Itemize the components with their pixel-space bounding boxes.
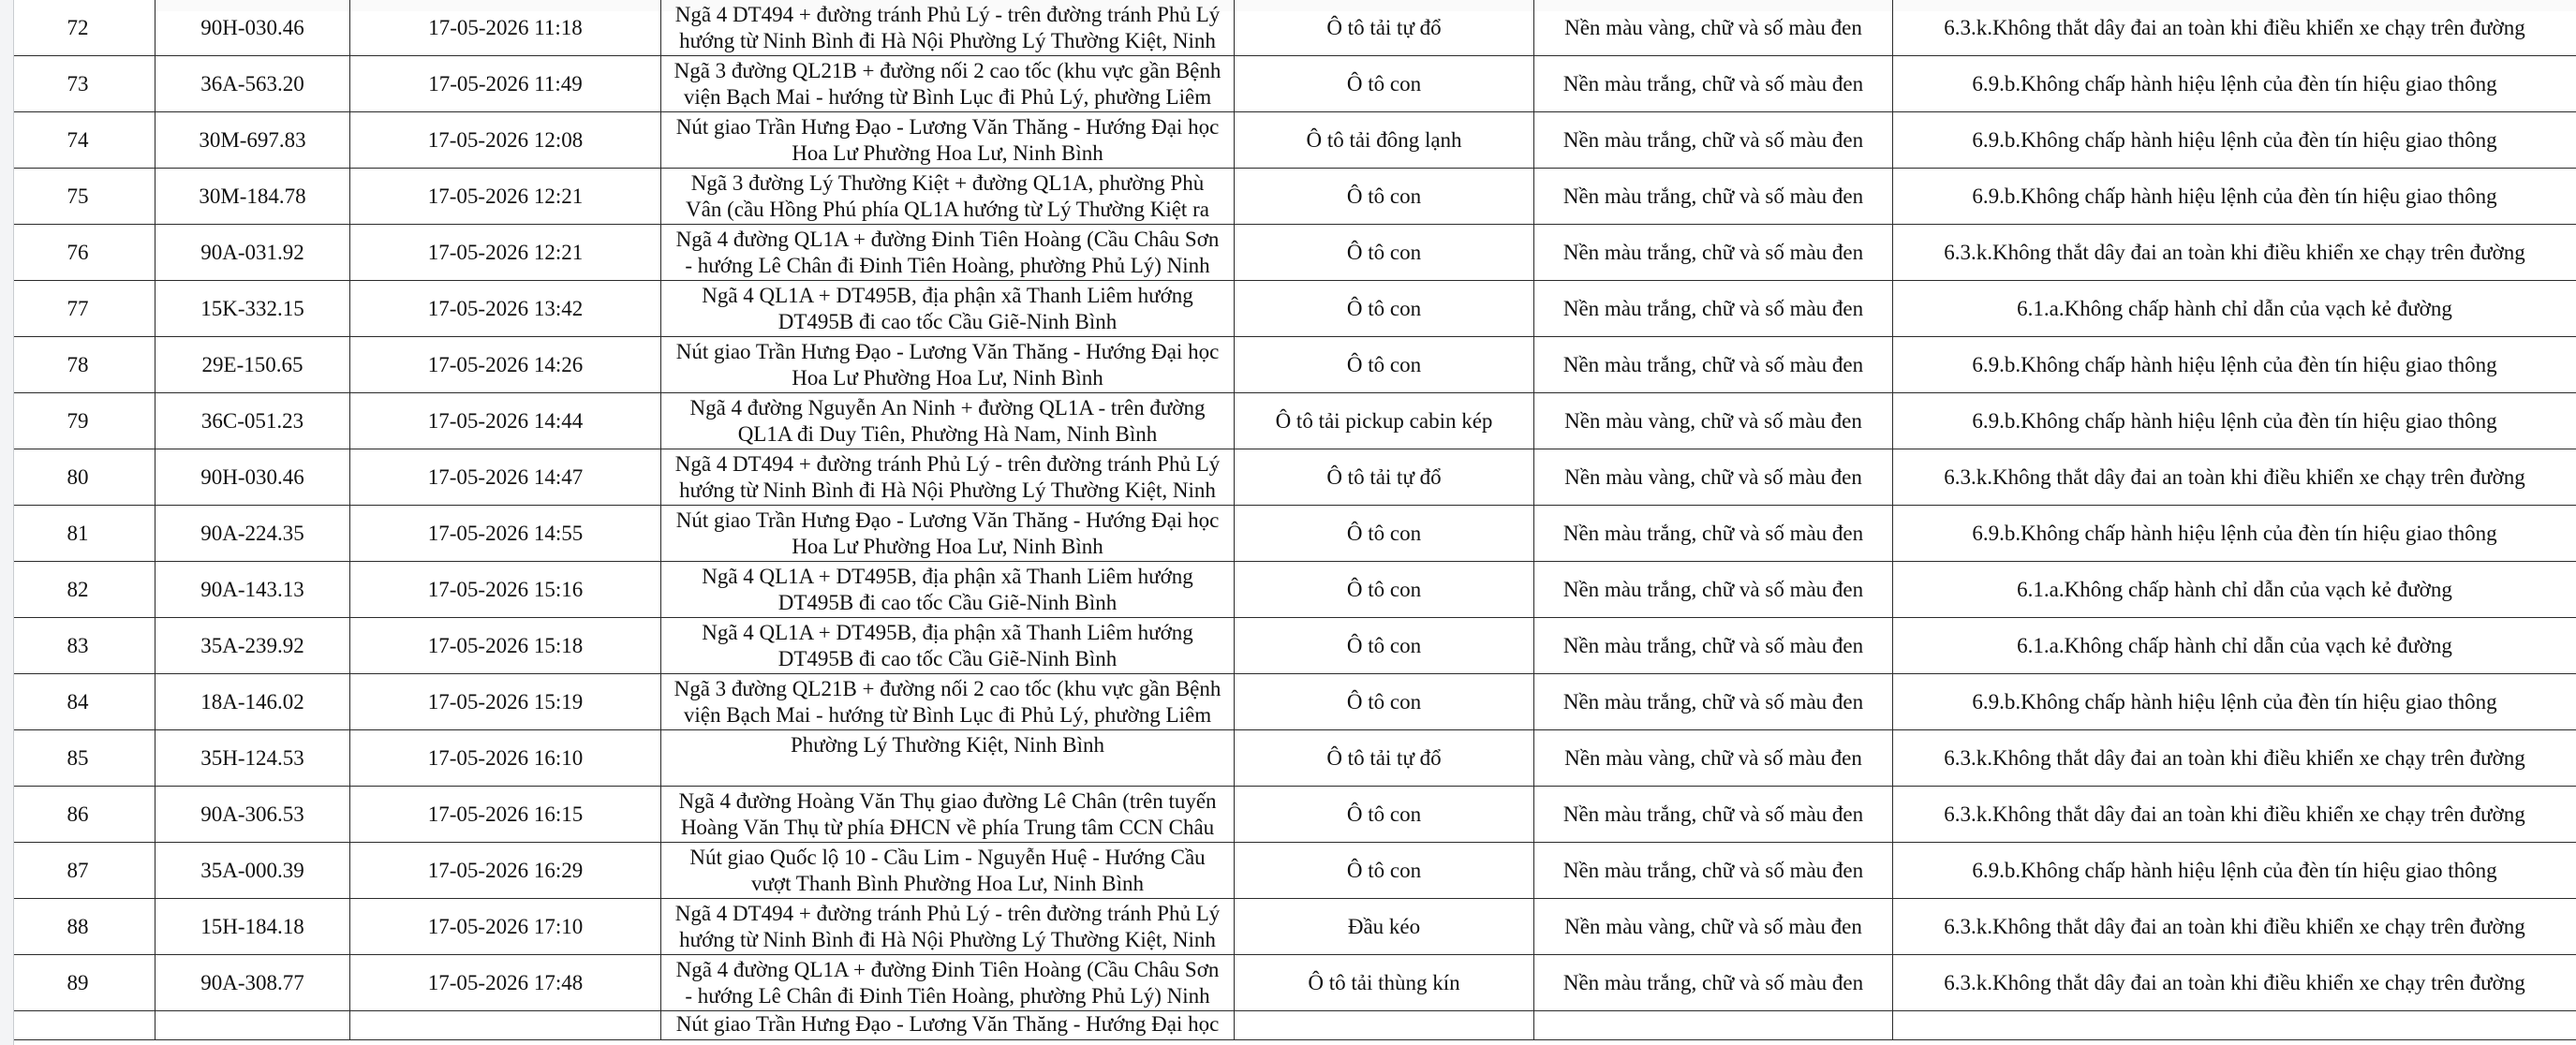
table-row <box>1 337 2576 393</box>
cell-location[interactable] <box>661 337 1235 393</box>
cell-location-text: Ngã 3 đường QL21B + đường nối 2 cao tốc (khu vực gần Bệnh viện Bạch Mai - hướng từ Bình Lục đi Phủ Lý, phường Liêm <box>674 58 1221 109</box>
cell-location[interactable] <box>661 0 1235 56</box>
cell-violation[interactable]: 6.3.k.Không thắt dây đai an toàn khi điều khiển xe chạy trên đường <box>1893 730 2576 787</box>
cell-time[interactable]: 17-05-2026 11:18 <box>350 0 661 56</box>
cell-location[interactable] <box>661 674 1235 730</box>
cell-plate[interactable]: 35A-239.92 <box>155 618 350 674</box>
cell-stt[interactable]: 82 <box>1 562 155 618</box>
cell-plate[interactable]: 15K-332.15 <box>155 281 350 337</box>
cell-plate[interactable]: 15H-184.18 <box>155 899 350 955</box>
table-row <box>1 730 2576 787</box>
cell-vehicle[interactable]: Ô tô con <box>1235 225 1534 281</box>
cell-location-text: Ngã 4 đường QL1A + đường Đinh Tiên Hoàng (Cầu Châu Sơn - hướng Lê Chân đi Đinh Tiên Hoàng, phường Phủ Lý) Ninh <box>675 957 1220 1008</box>
table-row <box>1 225 2576 281</box>
cell-location[interactable] <box>661 730 1235 787</box>
cell-violation[interactable]: 6.9.b.Không chấp hành hiệu lệnh của đèn tín hiệu giao thông <box>1893 393 2576 449</box>
cell-violation[interactable]: 6.3.k.Không thắt dây đai an toàn khi điều khiển xe chạy trên đường <box>1893 225 2576 281</box>
cell-location[interactable] <box>661 449 1235 506</box>
cell-vehicle[interactable]: Ô tô con <box>1235 337 1534 393</box>
cell-location[interactable] <box>661 112 1235 169</box>
cell-plate[interactable]: 90A-306.53 <box>155 787 350 843</box>
cell-time[interactable] <box>350 1011 661 1040</box>
cell-plate[interactable]: 30M-697.83 <box>155 112 350 169</box>
cell-time[interactable]: 17-05-2026 14:55 <box>350 506 661 562</box>
cell-plate[interactable]: 35A-000.39 <box>155 843 350 899</box>
cell-violation[interactable]: 6.9.b.Không chấp hành hiệu lệnh của đèn tín hiệu giao thông <box>1893 506 2576 562</box>
table-row <box>1 281 2576 337</box>
cell-vehicle[interactable]: Ô tô con <box>1235 56 1534 112</box>
cell-location-text: Ngã 4 QL1A + DT495B, địa phận xã Thanh Liêm hướng DT495B đi cao tốc Cầu Giẽ-Ninh Bình <box>702 564 1193 614</box>
cell-stt[interactable] <box>1 1011 155 1040</box>
cell-location[interactable] <box>661 169 1235 225</box>
table-row <box>1 0 2576 56</box>
cell-plate[interactable]: 90A-224.35 <box>155 506 350 562</box>
cell-time[interactable]: 17-05-2026 16:10 <box>350 730 661 787</box>
cell-stt[interactable]: 84 <box>1 674 155 730</box>
cell-plate-color[interactable]: Nền màu trắng, chữ và số màu đen <box>1534 787 1893 843</box>
cell-violation[interactable]: 6.1.a.Không chấp hành chỉ dẫn của vạch kẻ đường <box>1893 281 2576 337</box>
table-row <box>1 899 2576 955</box>
cell-plate[interactable]: 35H-124.53 <box>155 730 350 787</box>
table-row <box>1 169 2576 225</box>
cell-violation[interactable]: 6.3.k.Không thắt dây đai an toàn khi điều khiển xe chạy trên đường <box>1893 955 2576 1011</box>
cell-plate[interactable]: 18A-146.02 <box>155 674 350 730</box>
cell-plate-color[interactable]: Nền màu trắng, chữ và số màu đen <box>1534 562 1893 618</box>
table-row <box>1 955 2576 1011</box>
cell-violation[interactable]: 6.9.b.Không chấp hành hiệu lệnh của đèn tín hiệu giao thông <box>1893 56 2576 112</box>
cell-stt[interactable]: 75 <box>1 169 155 225</box>
cell-location[interactable] <box>661 955 1235 1011</box>
cell-plate-color[interactable] <box>1534 1011 1893 1040</box>
cell-plate-color[interactable]: Nền màu vàng, chữ và số màu đen <box>1534 730 1893 787</box>
cell-plate-color[interactable]: Nền màu trắng, chữ và số màu đen <box>1534 169 1893 225</box>
cell-time[interactable]: 17-05-2026 17:10 <box>350 899 661 955</box>
cell-plate[interactable]: 36A-563.20 <box>155 56 350 112</box>
cell-location[interactable] <box>661 787 1235 843</box>
cell-vehicle[interactable]: Ô tô tải thùng kín <box>1235 955 1534 1011</box>
cell-time[interactable]: 17-05-2026 12:08 <box>350 112 661 169</box>
cell-plate[interactable]: 90A-308.77 <box>155 955 350 1011</box>
cell-stt[interactable]: 85 <box>1 730 155 787</box>
cell-plate-color[interactable]: Nền màu trắng, chữ và số màu đen <box>1534 955 1893 1011</box>
table-row-partial <box>1 1011 2576 1040</box>
cell-time[interactable]: 17-05-2026 11:49 <box>350 56 661 112</box>
cell-violation[interactable]: 6.1.a.Không chấp hành chỉ dẫn của vạch kẻ đường <box>1893 618 2576 674</box>
cell-location-text: Ngã 3 đường Lý Thường Kiệt + đường QL1A, phường Phù Vân (cầu Hồng Phú phía QL1A hướng từ Lý Thường Kiệt ra <box>686 170 1209 221</box>
cell-stt[interactable]: 73 <box>1 56 155 112</box>
cell-location[interactable] <box>661 843 1235 899</box>
cell-plate[interactable]: 90A-143.13 <box>155 562 350 618</box>
cell-vehicle[interactable]: Ô tô con <box>1235 506 1534 562</box>
cell-stt[interactable]: 74 <box>1 112 155 169</box>
cell-plate[interactable]: 90H-030.46 <box>155 449 350 506</box>
table-row <box>1 787 2576 843</box>
cell-violation[interactable]: 6.9.b.Không chấp hành hiệu lệnh của đèn tín hiệu giao thông <box>1893 843 2576 899</box>
cell-time[interactable]: 17-05-2026 15:18 <box>350 618 661 674</box>
cell-stt[interactable]: 78 <box>1 337 155 393</box>
cell-plate-color[interactable]: Nền màu trắng, chữ và số màu đen <box>1534 337 1893 393</box>
cell-stt[interactable]: 81 <box>1 506 155 562</box>
cell-time[interactable]: 17-05-2026 13:42 <box>350 281 661 337</box>
cell-location-text: Nút giao Trần Hưng Đạo - Lương Văn Thăng - Hướng Đại học Hoa Lư Phường Hoa Lư, Ninh Bình <box>675 339 1220 390</box>
cell-vehicle[interactable]: Ô tô tải pickup cabin kép <box>1235 393 1534 449</box>
cell-location-text: Ngã 3 đường QL21B + đường nối 2 cao tốc (khu vực gần Bệnh viện Bạch Mai - hướng từ Bình Lục đi Phủ Lý, phường Liêm <box>674 676 1221 727</box>
cell-vehicle[interactable]: Ô tô con <box>1235 787 1534 843</box>
cell-time[interactable]: 17-05-2026 17:48 <box>350 955 661 1011</box>
cell-plate[interactable]: 30M-184.78 <box>155 169 350 225</box>
cell-violation[interactable]: 6.3.k.Không thắt dây đai an toàn khi điều khiển xe chạy trên đường <box>1893 787 2576 843</box>
cell-time[interactable]: 17-05-2026 16:15 <box>350 787 661 843</box>
cell-violation[interactable]: 6.1.a.Không chấp hành chỉ dẫn của vạch kẻ đường <box>1893 562 2576 618</box>
cell-plate-color[interactable]: Nền màu trắng, chữ và số màu đen <box>1534 506 1893 562</box>
cell-vehicle[interactable]: Ô tô con <box>1235 562 1534 618</box>
cell-time[interactable]: 17-05-2026 15:16 <box>350 562 661 618</box>
cell-vehicle[interactable]: Ô tô tải đông lạnh <box>1235 112 1534 169</box>
cell-vehicle[interactable]: Ô tô con <box>1235 281 1534 337</box>
cell-stt[interactable]: 89 <box>1 955 155 1011</box>
table-row <box>1 449 2576 506</box>
cell-plate-color[interactable]: Nền màu vàng, chữ và số màu đen <box>1534 393 1893 449</box>
cell-plate[interactable] <box>155 1011 350 1040</box>
cell-location-text: Ngã 4 DT494 + đường tránh Phủ Lý - trên đường tránh Phủ Lý hướng từ Ninh Bình đi Hà Nội Phường Lý Thường Kiệt, Ninh <box>674 2 1221 52</box>
cell-stt[interactable]: 77 <box>1 281 155 337</box>
cell-plate-color[interactable]: Nền màu trắng, chữ và số màu đen <box>1534 674 1893 730</box>
cell-plate[interactable]: 36C-051.23 <box>155 393 350 449</box>
cell-location-text: Ngã 4 đường Nguyễn An Ninh + đường QL1A - trên đường QL1A đi Duy Tiên, Phường Hà Nam, Ninh Bình <box>689 395 1206 446</box>
cell-vehicle[interactable]: Ô tô con <box>1235 843 1534 899</box>
table-row <box>1 56 2576 112</box>
table-row <box>1 393 2576 449</box>
cell-plate[interactable]: 90A-031.92 <box>155 225 350 281</box>
cell-stt[interactable]: 88 <box>1 899 155 955</box>
cell-vehicle[interactable]: Ô tô con <box>1235 169 1534 225</box>
cell-stt[interactable]: 80 <box>1 449 155 506</box>
cell-location-text: Ngã 4 đường QL1A + đường Đinh Tiên Hoàng (Cầu Châu Sơn - hướng Lê Chân đi Đinh Tiên Hoàng, phường Phủ Lý) Ninh <box>675 227 1220 277</box>
cell-location[interactable] <box>661 1011 1235 1040</box>
cell-plate-color[interactable]: Nền màu vàng, chữ và số màu đen <box>1534 899 1893 955</box>
cell-stt[interactable]: 72 <box>1 0 155 56</box>
cell-violation[interactable]: 6.9.b.Không chấp hành hiệu lệnh của đèn tín hiệu giao thông <box>1893 112 2576 169</box>
cell-location-text: Nút giao Quốc lộ 10 - Cầu Lim - Nguyễn Huệ - Hướng Cầu vượt Thanh Bình Phường Hoa Lư, Ninh Bình <box>689 845 1206 895</box>
cell-location[interactable] <box>661 899 1235 955</box>
cell-location[interactable] <box>661 56 1235 112</box>
cell-location-text: Ngã 4 QL1A + DT495B, địa phận xã Thanh Liêm hướng DT495B đi cao tốc Cầu Giẽ-Ninh Bình <box>702 620 1193 670</box>
cell-vehicle[interactable]: Ô tô tải tự đổ <box>1235 730 1534 787</box>
cell-vehicle[interactable]: Đầu kéo <box>1235 899 1534 955</box>
cell-time[interactable]: 17-05-2026 14:44 <box>350 393 661 449</box>
cell-location[interactable] <box>661 393 1235 449</box>
cell-plate-color[interactable]: Nền màu vàng, chữ và số màu đen <box>1534 0 1893 56</box>
cell-plate[interactable]: 90H-030.46 <box>155 0 350 56</box>
cell-violation[interactable]: 6.3.k.Không thắt dây đai an toàn khi điều khiển xe chạy trên đường <box>1893 449 2576 506</box>
cell-violation[interactable]: 6.3.k.Không thắt dây đai an toàn khi điều khiển xe chạy trên đường <box>1893 899 2576 955</box>
cell-location[interactable] <box>661 562 1235 618</box>
cell-location-text: Phường Lý Thường Kiệt, Ninh Bình <box>790 732 1105 757</box>
cell-time[interactable]: 17-05-2026 15:19 <box>350 674 661 730</box>
table-row <box>1 843 2576 899</box>
cell-plate-color[interactable]: Nền màu trắng, chữ và số màu đen <box>1534 56 1893 112</box>
cell-plate-color[interactable]: Nền màu vàng, chữ và số màu đen <box>1534 449 1893 506</box>
cell-plate-color[interactable]: Nền màu trắng, chữ và số màu đen <box>1534 281 1893 337</box>
cell-violation[interactable]: 6.3.k.Không thắt dây đai an toàn khi điều khiển xe chạy trên đường <box>1893 0 2576 56</box>
table-row <box>1 562 2576 618</box>
cell-location[interactable] <box>661 281 1235 337</box>
cell-time[interactable]: 17-05-2026 14:26 <box>350 337 661 393</box>
table-row <box>1 112 2576 169</box>
cell-stt[interactable]: 86 <box>1 787 155 843</box>
cell-stt[interactable]: 76 <box>1 225 155 281</box>
cell-location-text: Ngã 4 QL1A + DT495B, địa phận xã Thanh Liêm hướng DT495B đi cao tốc Cầu Giẽ-Ninh Bình <box>702 283 1193 333</box>
table-row <box>1 506 2576 562</box>
cell-plate[interactable]: 29E-150.65 <box>155 337 350 393</box>
cell-vehicle[interactable]: Ô tô tải tự đổ <box>1235 449 1534 506</box>
cell-plate-color[interactable]: Nền màu trắng, chữ và số màu đen <box>1534 225 1893 281</box>
cell-plate-color[interactable]: Nền màu trắng, chữ và số màu đen <box>1534 843 1893 899</box>
cell-location[interactable] <box>661 618 1235 674</box>
cell-violation[interactable]: 6.9.b.Không chấp hành hiệu lệnh của đèn tín hiệu giao thông <box>1893 674 2576 730</box>
cell-location-text: Nút giao Trần Hưng Đạo - Lương Văn Thăng - Hướng Đại học Hoa Lư Phường Hoa Lư, Ninh Bình <box>675 114 1220 165</box>
cell-time[interactable]: 17-05-2026 16:29 <box>350 843 661 899</box>
cell-location[interactable] <box>661 225 1235 281</box>
cell-location-text: Ngã 4 DT494 + đường tránh Phủ Lý - trên đường tránh Phủ Lý hướng từ Ninh Bình đi Hà Nội Phường Lý Thường Kiệt, Ninh <box>674 451 1221 502</box>
cell-vehicle[interactable] <box>1235 1011 1534 1040</box>
row-header-strip <box>0 0 14 1045</box>
cell-plate-color[interactable]: Nền màu trắng, chữ và số màu đen <box>1534 618 1893 674</box>
table-row <box>1 674 2576 730</box>
cell-vehicle[interactable]: Ô tô tải tự đổ <box>1235 0 1534 56</box>
cell-vehicle[interactable]: Ô tô con <box>1235 674 1534 730</box>
cell-stt[interactable]: 79 <box>1 393 155 449</box>
cell-violation[interactable]: 6.9.b.Không chấp hành hiệu lệnh của đèn tín hiệu giao thông <box>1893 337 2576 393</box>
cell-location-text: Nút giao Trần Hưng Đạo - Lương Văn Thăng - Hướng Đại học <box>675 1012 1220 1036</box>
cell-location-text: Nút giao Trần Hưng Đạo - Lương Văn Thăng - Hướng Đại học Hoa Lư Phường Hoa Lư, Ninh Bình <box>675 508 1220 558</box>
table-row <box>1 618 2576 674</box>
cell-stt[interactable]: 83 <box>1 618 155 674</box>
cell-time[interactable]: 17-05-2026 12:21 <box>350 169 661 225</box>
table-body <box>1 0 2576 1040</box>
cell-stt[interactable]: 87 <box>1 843 155 899</box>
cell-location-text: Ngã 4 đường Hoàng Văn Thụ giao đường Lê Chân (trên tuyến Hoàng Văn Thụ từ phía ĐHCN về phía Trung tâm CCN Châu <box>678 788 1217 839</box>
cell-violation[interactable] <box>1893 1011 2576 1040</box>
cell-location[interactable] <box>661 506 1235 562</box>
cell-plate-color[interactable]: Nền màu trắng, chữ và số màu đen <box>1534 112 1893 169</box>
cell-time[interactable]: 17-05-2026 14:47 <box>350 449 661 506</box>
cell-violation[interactable]: 6.9.b.Không chấp hành hiệu lệnh của đèn tín hiệu giao thông <box>1893 169 2576 225</box>
cell-vehicle[interactable]: Ô tô con <box>1235 618 1534 674</box>
cell-time[interactable]: 17-05-2026 12:21 <box>350 225 661 281</box>
cell-location-text: Ngã 4 DT494 + đường tránh Phủ Lý - trên đường tránh Phủ Lý hướng từ Ninh Bình đi Hà Nội Phường Lý Thường Kiệt, Ninh <box>674 901 1221 951</box>
